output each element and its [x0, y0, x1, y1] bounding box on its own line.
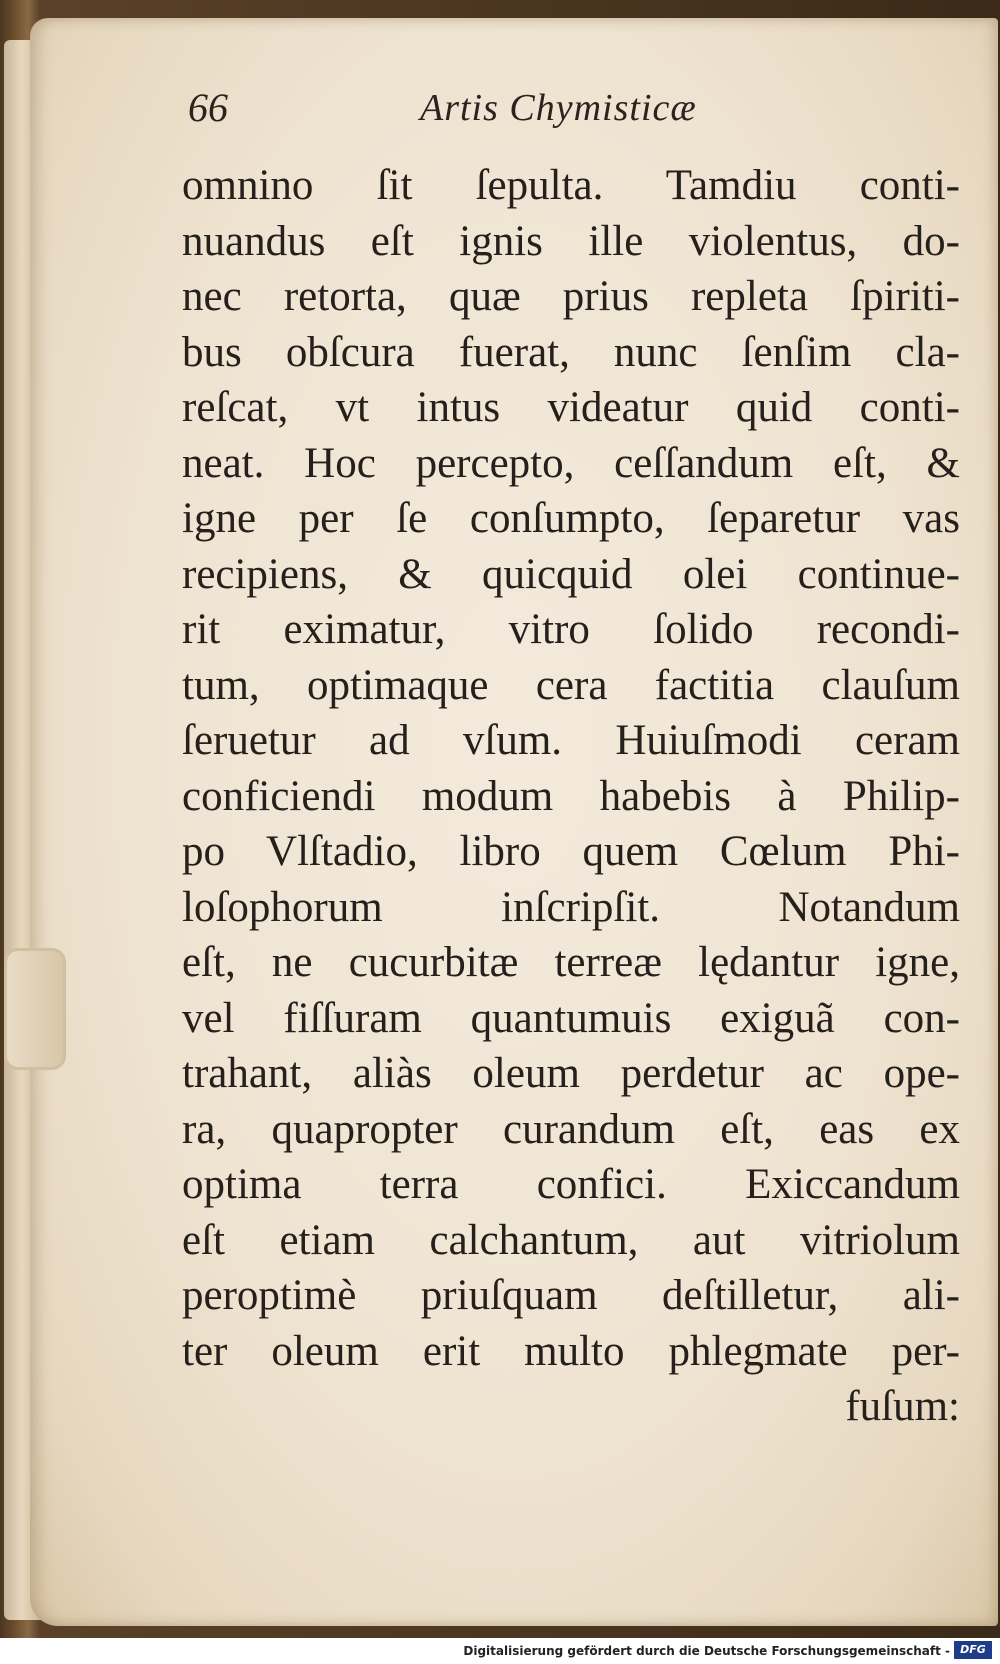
text-line: rit eximatur, vitro ſolido recondi- — [182, 606, 960, 653]
body-text — [182, 158, 960, 1435]
text-line: ſeruetur ad vſum. Huiuſmodi ceram — [182, 717, 960, 764]
text-line: reſcat, vt intus videatur quid conti- — [182, 384, 960, 431]
text-line: optima terra confici. Exiccandum — [182, 1161, 960, 1208]
text-line: nec retorta, quæ prius repleta ſpiriti- — [182, 273, 960, 320]
dfg-logo: DFG — [954, 1641, 992, 1659]
page-number: 66 — [188, 85, 228, 130]
page-header — [188, 80, 748, 140]
text-line: loſophorum inſcripſit. Notandum — [182, 883, 960, 931]
text-line: neat. Hoc percepto, ceſſandum eſt, & — [182, 439, 960, 487]
text-line: vel fiſſuram quantumuis exiguã con- — [182, 994, 960, 1042]
running-head: Artis Chymisticæ — [420, 87, 697, 129]
text-line: recipiens, & quicquid olei continue- — [182, 550, 960, 598]
text-line: eſt, ne cucurbitæ terreæ lędantur igne, — [182, 939, 960, 986]
text-line: po Vlſtadio, libro quem Cœlum Phi- — [182, 828, 960, 875]
text-line: tum, optimaque cera factitia clauſum — [182, 661, 960, 709]
footer — [0, 1638, 1000, 1664]
text-line: peroptimè priuſquam deſtilletur, ali- — [182, 1272, 960, 1319]
text-line: conficiendi modum habebis à Philip- — [182, 772, 960, 820]
text-line: omnino ſit ſepulta. Tamdiu conti- — [182, 162, 960, 209]
text-line: eſt etiam calchantum, aut vitriolum — [182, 1216, 960, 1264]
text-line: trahant, aliàs oleum perdetur ac ope- — [182, 1050, 960, 1097]
digitization-credit: Digitalisierung gefördert durch die Deutsche Forschungsgemeinschaft - — [463, 1644, 950, 1658]
text-line-last: fuſum: — [845, 1383, 960, 1430]
page-clip — [4, 948, 66, 1070]
text-line: nuandus eſt ignis ille violentus, do- — [182, 217, 960, 265]
text-line: bus obſcura fuerat, nunc ſenſim cla- — [182, 328, 960, 376]
text-line: ra, quapropter curandum eſt, eas ex — [182, 1105, 960, 1153]
text-line: igne per ſe conſumpto, ſeparetur vas — [182, 495, 960, 542]
text-line: ter oleum erit multo phlegmate per- — [182, 1327, 960, 1375]
